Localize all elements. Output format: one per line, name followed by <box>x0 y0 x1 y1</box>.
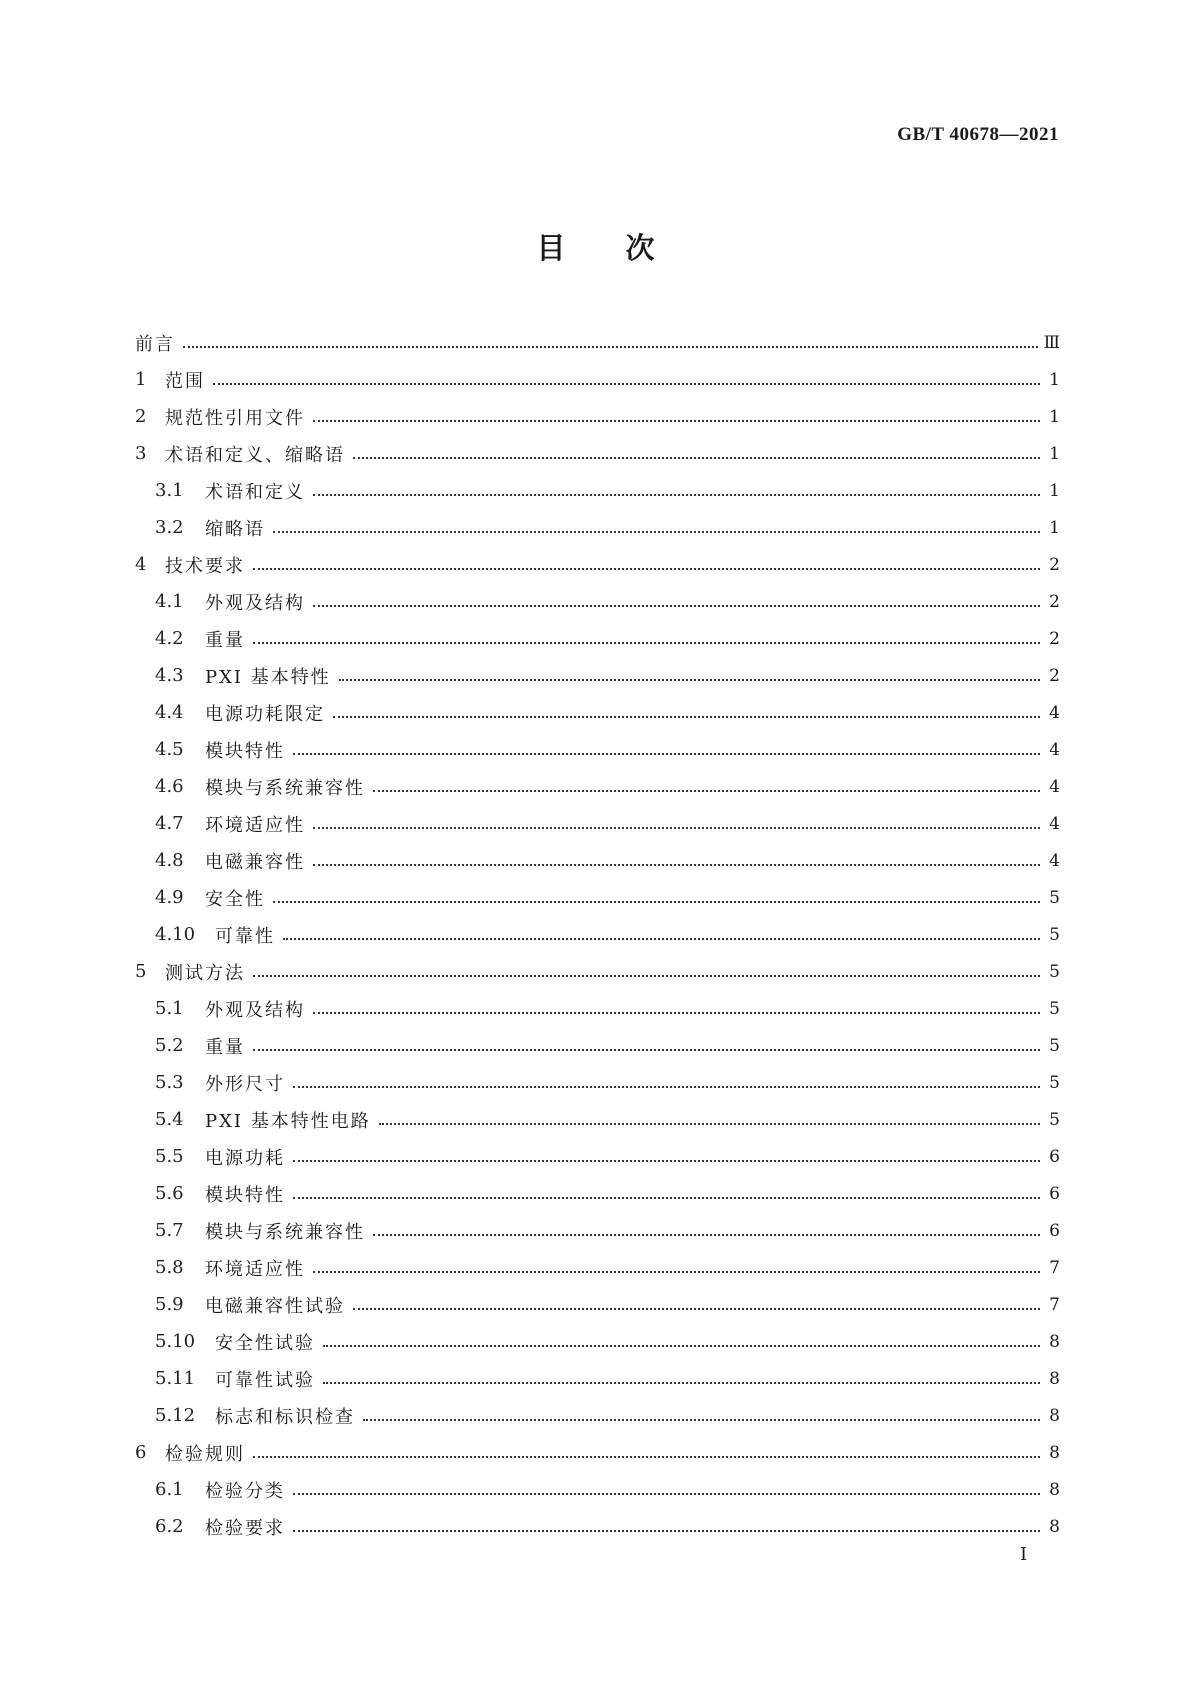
toc-entry-number: 5.5 <box>155 1146 184 1167</box>
toc-entry-page: 6 <box>1049 1146 1060 1167</box>
toc-entry-label: 缩略语 <box>205 518 265 540</box>
toc-entry[interactable] <box>135 1027 1060 1064</box>
toc-entry-label: 电磁兼容性 <box>205 851 305 873</box>
toc-entry-page: 2 <box>1049 628 1060 649</box>
toc-entry-label: 模块特性 <box>205 1184 285 1206</box>
toc-leader-dots <box>333 716 1040 718</box>
toc-entry-number: 6.1 <box>155 1479 184 1500</box>
toc-entry-label: 安全性试验 <box>215 1332 315 1354</box>
toc-entry-page: 5 <box>1049 887 1060 908</box>
toc-entry-number: 5.8 <box>155 1257 184 1278</box>
toc-entry-number: 3 <box>135 443 147 464</box>
toc-entry[interactable] <box>135 731 1060 768</box>
toc-entry-label: 检验规则 <box>165 1443 245 1465</box>
toc-leader-dots <box>253 975 1040 977</box>
toc-entry-page: 5 <box>1049 1109 1060 1130</box>
toc-entry-page: 6 <box>1049 1220 1060 1241</box>
toc-entry-page: 4 <box>1049 702 1060 723</box>
toc-entry[interactable] <box>135 842 1060 879</box>
toc-entry[interactable] <box>135 805 1060 842</box>
toc-entry-page: 5 <box>1049 924 1060 945</box>
toc-entry-number: 4.3 <box>155 665 184 686</box>
toc-entry-number: 6.2 <box>155 1516 184 1537</box>
toc-entry-number: 5.11 <box>155 1368 196 1389</box>
toc-entry-label: 可靠性试验 <box>215 1369 315 1391</box>
toc-entry-page: 4 <box>1049 739 1060 760</box>
toc-entry[interactable] <box>135 1101 1060 1138</box>
toc-leader-dots <box>353 457 1040 459</box>
toc-entry-page: 5 <box>1049 1072 1060 1093</box>
toc-entry-label: 术语和定义 <box>205 481 305 503</box>
toc-entry-label: 术语和定义、缩略语 <box>165 444 345 466</box>
toc-entry-number: 4.8 <box>155 850 184 871</box>
toc-entry-label: 环境适应性 <box>205 814 305 836</box>
toc-entry-number: 5.4 <box>155 1109 184 1130</box>
standard-code: GB/T 40678—2021 <box>897 124 1059 145</box>
toc-entry-page: 7 <box>1049 1294 1060 1315</box>
toc-entry[interactable] <box>135 620 1060 657</box>
toc-entry-number: 5 <box>135 961 147 982</box>
toc-entry-number: 4.5 <box>155 739 184 760</box>
toc-entry[interactable] <box>135 953 1060 990</box>
toc-entry[interactable] <box>135 472 1060 509</box>
toc-entry-page: 2 <box>1049 591 1060 612</box>
toc-entry-label: 重量 <box>205 629 245 651</box>
toc-entry[interactable] <box>135 1397 1060 1434</box>
toc-entry-page: 8 <box>1049 1516 1060 1537</box>
toc-entry-page: 1 <box>1049 369 1060 390</box>
toc-entry-page: 6 <box>1049 1183 1060 1204</box>
toc-entry-number: 4.9 <box>155 887 184 908</box>
toc-entry-number: 5.6 <box>155 1183 184 1204</box>
toc-leader-dots <box>293 1086 1040 1088</box>
toc-entry-label: 外形尺寸 <box>205 1073 285 1095</box>
toc-leader-dots <box>293 1160 1040 1162</box>
toc-entry-page: 2 <box>1049 665 1060 686</box>
toc-leader-dots <box>373 1234 1040 1236</box>
toc-entry-label: 可靠性 <box>215 925 275 947</box>
toc-entry[interactable] <box>135 1471 1060 1508</box>
toc-entry-page: 1 <box>1049 517 1060 538</box>
toc-leader-dots <box>313 494 1040 496</box>
toc-entry[interactable] <box>135 583 1060 620</box>
toc-entry[interactable] <box>135 1323 1060 1360</box>
toc-leader-dots <box>339 679 1040 681</box>
toc-entry-page: 2 <box>1049 554 1060 575</box>
toc-leader-dots <box>293 1530 1040 1532</box>
toc-entry-label: PXI 基本特性电路 <box>205 1110 371 1132</box>
table-of-contents <box>135 324 1060 1545</box>
toc-leader-dots <box>273 901 1040 903</box>
toc-entry-label: 重量 <box>205 1036 245 1058</box>
toc-leader-dots <box>213 383 1040 385</box>
toc-entry-number: 4.1 <box>155 591 184 612</box>
toc-entry-page: 7 <box>1049 1257 1060 1278</box>
toc-entry[interactable] <box>135 398 1060 435</box>
toc-leader-dots <box>363 1419 1040 1421</box>
toc-entry[interactable] <box>135 1286 1060 1323</box>
toc-leader-dots <box>293 1197 1040 1199</box>
toc-leader-dots <box>273 531 1040 533</box>
toc-entry-label: 电源功耗限定 <box>205 703 325 725</box>
toc-entry-number: 3.1 <box>155 480 184 501</box>
toc-entry-number: 5.10 <box>155 1331 196 1352</box>
toc-entry-page: 5 <box>1049 1035 1060 1056</box>
toc-entry[interactable] <box>135 990 1060 1027</box>
toc-entry-number: 1 <box>135 369 147 390</box>
toc-entry-label: 测试方法 <box>165 962 245 984</box>
toc-entry-label: 外观及结构 <box>205 999 305 1021</box>
toc-leader-dots <box>293 753 1040 755</box>
toc-entry-page: Ⅲ <box>1043 332 1060 353</box>
toc-entry-number: 6 <box>135 1442 147 1463</box>
toc-entry[interactable] <box>135 657 1060 694</box>
toc-entry-label: 检验要求 <box>205 1517 285 1539</box>
toc-entry[interactable] <box>135 1212 1060 1249</box>
toc-leader-dots <box>313 605 1040 607</box>
toc-entry[interactable] <box>135 768 1060 805</box>
toc-entry-number: 4.4 <box>155 702 184 723</box>
toc-leader-dots <box>253 1456 1040 1458</box>
toc-leader-dots <box>379 1123 1040 1125</box>
toc-entry-number: 4.7 <box>155 813 184 834</box>
toc-leader-dots <box>313 420 1040 422</box>
page-number: I <box>1020 1544 1028 1565</box>
toc-entry-page: 1 <box>1049 480 1060 501</box>
toc-entry-page: 4 <box>1049 813 1060 834</box>
toc-entry-label: 检验分类 <box>205 1480 285 1502</box>
toc-entry[interactable] <box>135 1138 1060 1175</box>
toc-entry[interactable] <box>135 916 1060 953</box>
toc-leader-dots <box>353 1308 1040 1310</box>
toc-entry-number: 5.7 <box>155 1220 184 1241</box>
toc-leader-dots <box>293 1493 1040 1495</box>
toc-entry[interactable] <box>135 694 1060 731</box>
toc-entry[interactable] <box>135 324 1060 361</box>
toc-leader-dots <box>283 938 1040 940</box>
toc-leader-dots <box>313 1271 1040 1273</box>
toc-entry-number: 3.2 <box>155 517 184 538</box>
toc-leader-dots <box>313 864 1040 866</box>
toc-entry[interactable] <box>135 361 1060 398</box>
toc-entry-label: 电磁兼容性试验 <box>205 1295 345 1317</box>
toc-entry-label: 电源功耗 <box>205 1147 285 1169</box>
toc-leader-dots <box>323 1382 1040 1384</box>
toc-entry[interactable] <box>135 1360 1060 1397</box>
toc-entry-page: 4 <box>1049 850 1060 871</box>
toc-leader-dots <box>313 827 1040 829</box>
toc-leader-dots <box>253 568 1040 570</box>
toc-entry-page: 8 <box>1049 1442 1060 1463</box>
toc-entry-page: 1 <box>1049 443 1060 464</box>
toc-entry-number: 2 <box>135 406 147 427</box>
toc-entry-number: 4.6 <box>155 776 184 797</box>
toc-entry-page: 1 <box>1049 406 1060 427</box>
toc-entry[interactable] <box>135 1508 1060 1545</box>
toc-entry[interactable] <box>135 1064 1060 1101</box>
toc-entry-label: 模块与系统兼容性 <box>205 777 365 799</box>
toc-leader-dots <box>253 1049 1040 1051</box>
toc-entry[interactable] <box>135 1175 1060 1212</box>
toc-leader-dots <box>253 642 1040 644</box>
toc-entry[interactable] <box>135 435 1060 472</box>
toc-entry-label: 前言 <box>135 333 175 355</box>
toc-entry-number: 5.3 <box>155 1072 184 1093</box>
toc-entry-page: 5 <box>1049 961 1060 982</box>
toc-entry[interactable] <box>135 1249 1060 1286</box>
toc-entry[interactable] <box>135 879 1060 916</box>
toc-entry-number: 4.10 <box>155 924 196 945</box>
toc-entry-label: 技术要求 <box>165 555 245 577</box>
toc-entry[interactable] <box>135 546 1060 583</box>
toc-entry-label: 范围 <box>165 370 205 392</box>
toc-entry-number: 5.1 <box>155 998 184 1019</box>
toc-entry-page: 8 <box>1049 1368 1060 1389</box>
toc-leader-dots <box>183 346 1038 348</box>
toc-entry-number: 5.12 <box>155 1405 196 1426</box>
toc-entry-label: 模块特性 <box>205 740 285 762</box>
page-title: 目次 <box>536 231 715 265</box>
toc-entry-label: 标志和标识检查 <box>215 1406 355 1428</box>
toc-entry-number: 5.2 <box>155 1035 184 1056</box>
toc-entry-page: 5 <box>1049 998 1060 1019</box>
toc-leader-dots <box>323 1345 1040 1347</box>
toc-entry-number: 4 <box>135 554 147 575</box>
toc-entry-label: 模块与系统兼容性 <box>205 1221 365 1243</box>
toc-entry-label: 规范性引用文件 <box>165 407 305 429</box>
toc-entry-page: 8 <box>1049 1479 1060 1500</box>
toc-entry-page: 4 <box>1049 776 1060 797</box>
toc-leader-dots <box>313 1012 1040 1014</box>
toc-entry-number: 5.9 <box>155 1294 184 1315</box>
toc-entry-label: 安全性 <box>205 888 265 910</box>
toc-entry-page: 8 <box>1049 1331 1060 1352</box>
toc-entry-page: 8 <box>1049 1405 1060 1426</box>
toc-entry[interactable] <box>135 1434 1060 1471</box>
toc-entry-label: 环境适应性 <box>205 1258 305 1280</box>
toc-leader-dots <box>373 790 1040 792</box>
toc-entry[interactable] <box>135 509 1060 546</box>
toc-entry-number: 4.2 <box>155 628 184 649</box>
toc-entry-label: PXI 基本特性 <box>205 666 331 688</box>
toc-entry-label: 外观及结构 <box>205 592 305 614</box>
